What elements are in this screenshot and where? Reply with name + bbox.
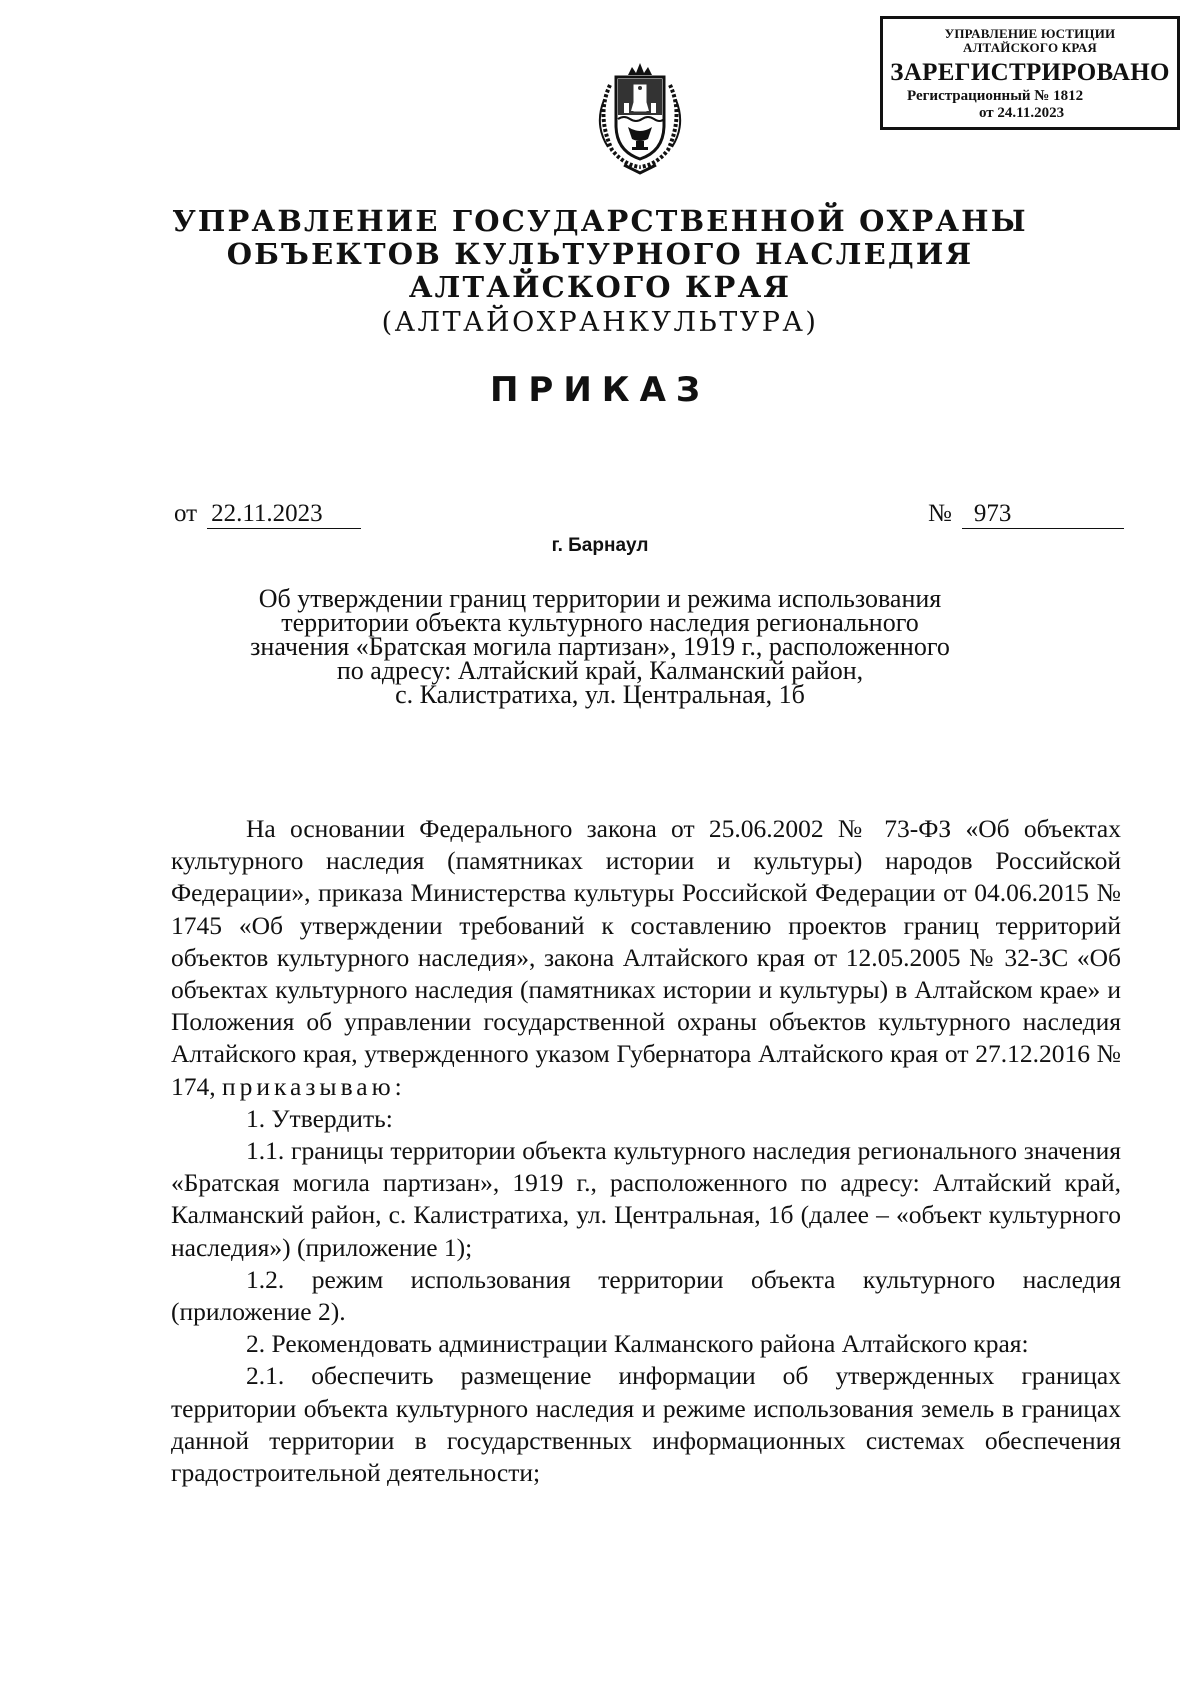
order-date-row [174,500,361,529]
clause-2: 2. Рекомендовать администрации Калманского района Алтайского края: [246,1329,1029,1359]
order-body [171,813,1121,1489]
org-line-3: АЛТАЙСКОГО КРАЯ [408,270,792,304]
altai-krai-coat-of-arms-icon [590,55,690,175]
document-type: ПРИКАЗ [489,370,711,410]
order-number: 973 [962,500,1124,529]
order-word: приказываю: [222,1071,406,1101]
org-line-2: ОБЪЕКТОВ КУЛЬТУРНОГО НАСЛЕДИЯ [226,237,974,271]
org-line-1: УПРАВЛЕНИЕ ГОСУДАРСТВЕННОЙ ОХРАНЫ [172,204,1028,238]
registration-stamp [880,16,1180,130]
order-number-row [928,500,1124,529]
stamp-reg-number: Регистрационный № 1812 [907,88,1084,104]
city: г. Барнаул [551,535,649,556]
organization-name [150,205,1050,304]
clause-2-1: 2.1. обеспечить размещение информации об утвержденных границах территории объекта культурного наследия и режиме использования земель в границах данной территории в государственных информационных системах обеспечения градостроительной деятельности; [171,1361,1121,1488]
subject-line: Об утверждении границ территории и режима использования [258,584,942,613]
stamp-reg-date: от 24.11.2023 [979,105,1065,121]
preamble-text: На основании Федерального закона от 25.06.2002 № 73-ФЗ «Об объектах культурного наследия (памятниках истории и культуры) народов Российской Федерации», приказа Министерства культуры Российской Федерации от 04.06.2015 № 1745 «Об утверждении требований к составлению проектов границ территорий объектов культурного наследия», закона Алтайского края от 12.05.2005 № 32-ЗС «Об объектах культурного наследия (памятниках истории и культуры) в Алтайском крае» и Положения об управлении государственной охраны объектов культурного наследия Алтайского края, утвержденного указом Губернатора Алтайского края от 27.12.2016 № 174, [171,814,1121,1101]
stamp-agency-line1: УПРАВЛЕНИЕ ЮСТИЦИИ [944,26,1116,41]
organization-short-name: (АЛТАЙОХРАНКУЛЬТУРА) [381,307,819,338]
order-date: 22.11.2023 [207,500,361,529]
clause-1-1: 1.1. границы территории объекта культурного наследия регионального значения «Братская могила партизан», 1919 г., расположенного по адресу: Алтайский край, Калманский район, с. Калистратиха, ул. Центральная, 1б (далее – «объект культурного наследия») (приложение 1); [171,1136,1121,1262]
subject-line: значения «Братская могила партизан», 1919 г., расположенного [250,632,950,661]
clause-1-2: 1.2. режим использования территории объекта культурного наследия (приложение 2). [171,1264,1121,1327]
subject-line: по адресу: Алтайский край, Калманский район, [336,656,864,685]
subject-line: с. Калистратиха, ул. Центральная, 1б [395,680,805,709]
stamp-status: ЗАРЕГИСТРИРОВАНО [890,59,1170,86]
number-prefix: № [928,500,952,527]
order-subject [200,584,1000,709]
clause-1: 1. Утвердить: [246,1103,393,1133]
preamble-paragraph [171,813,1121,1103]
subject-line: территории объекта культурного наследия регионального [281,608,919,637]
stamp-agency-line2: АЛТАЙСКОГО КРАЯ [963,40,1097,55]
date-prefix: от [174,500,198,527]
